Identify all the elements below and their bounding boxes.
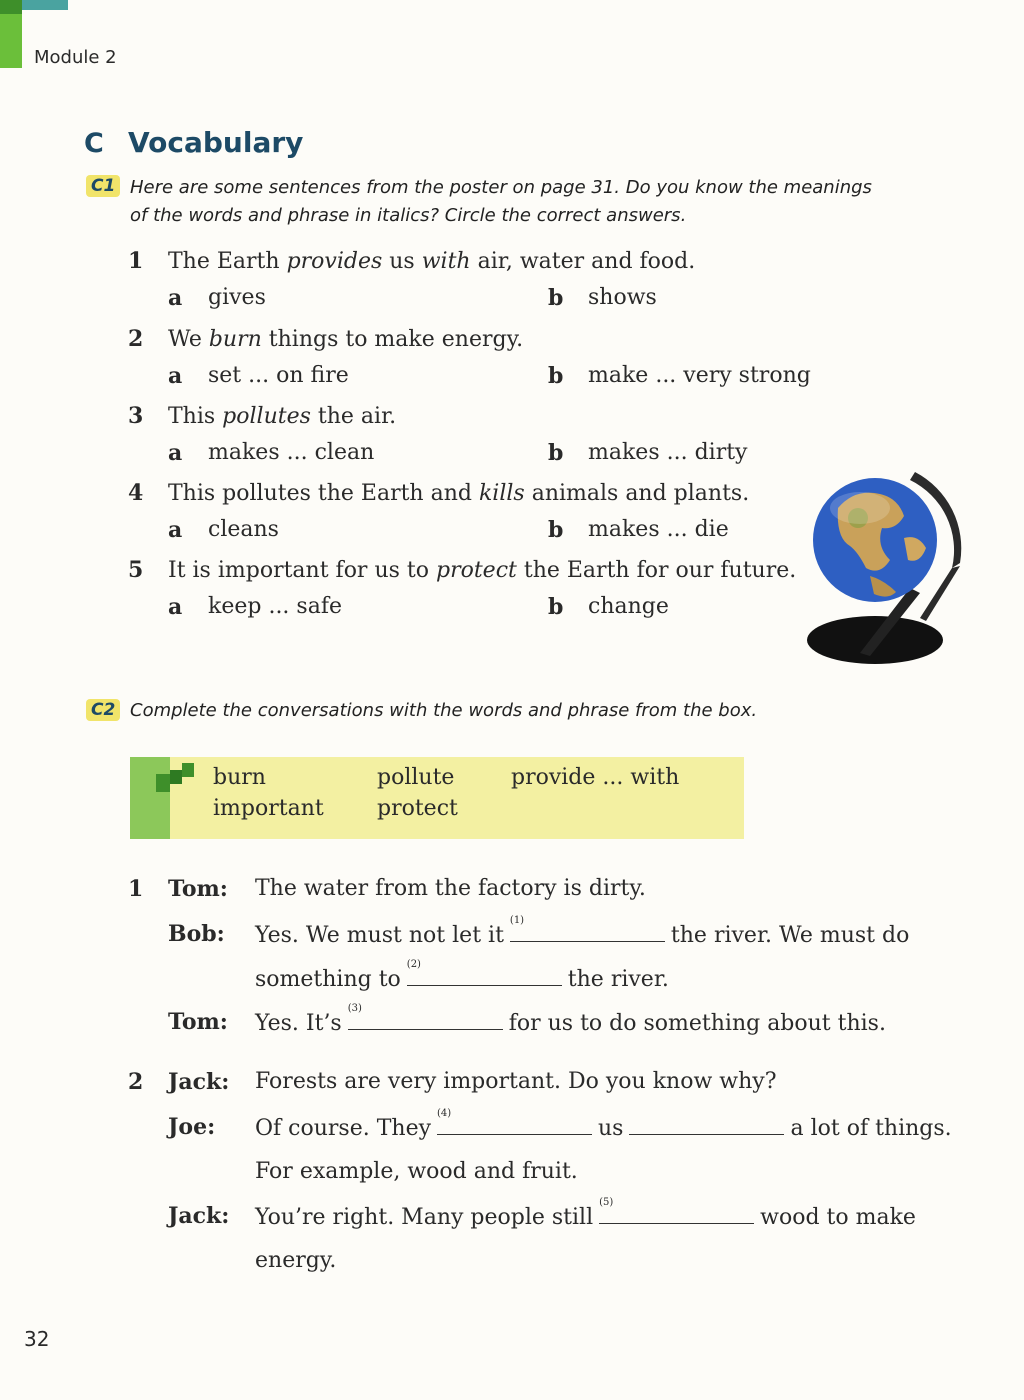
option-letter-a: a [168,594,183,620]
answer-blank[interactable]: (5) [599,1203,754,1224]
corner-decoration-dark [0,0,22,14]
c1-badge: C1 [86,176,120,196]
question-number: 2 [128,326,144,352]
option-letter-a: a [168,363,183,389]
option-letter-b: b [548,363,564,389]
answer-option-b[interactable]: make ... very strong [588,363,811,388]
box-word: pollute [377,765,455,790]
answer-option-a[interactable]: gives [208,285,266,310]
box-word: burn [213,765,266,790]
answer-option-b[interactable]: makes ... dirty [588,440,748,465]
italic-word: pollutes [222,404,311,429]
dialogue-line: energy. [255,1248,337,1273]
question-3 [128,403,396,429]
speaker: Jack: [168,1069,230,1095]
dialogue-line: For example, wood and fruit. [255,1159,578,1184]
question-text: the air. [310,404,397,429]
option-letter-b: b [548,285,564,311]
question-5 [128,557,796,583]
option-letter-b: b [548,440,564,466]
answer-option-a[interactable]: cleans [208,517,279,542]
italic-word: kills [478,481,525,506]
box-word: provide ... with [511,765,680,790]
conversation-number: 2 [128,1069,144,1095]
option-letter-a: a [168,517,183,543]
question-number: 3 [128,403,144,429]
question-text: This [168,404,223,429]
answer-option-a[interactable]: makes ... clean [208,440,375,465]
question-number: 5 [128,557,144,583]
question-number: 1 [128,248,144,274]
answer-blank[interactable]: (3) [348,1009,503,1030]
word-box-accent [130,757,170,839]
module-label: Module 2 [34,47,117,68]
speaker: Jack: [168,1203,230,1229]
speaker: Bob: [168,921,225,947]
question-text: the Earth for our future. [516,558,797,583]
italic-word: provides [286,249,383,274]
question-text: It is important for us to [168,558,436,583]
question-text: This pollutes the Earth and [168,481,479,506]
option-letter-a: a [168,285,183,311]
speaker: Tom: [168,876,228,902]
question-4 [128,480,749,506]
question-text: The Earth [168,249,287,274]
word-box-square [156,774,170,792]
dialogue-line: The water from the factory is dirty. [255,876,646,901]
dialogue-line: Yes. We must not let it (1) the river. We must do [255,915,910,948]
dialogue-line: You’re right. Many people still (5) wood to make [255,1197,916,1230]
conversation-number: 1 [128,876,144,902]
answer-blank[interactable]: (4) [437,1114,592,1135]
answer-option-b[interactable]: change [588,594,669,619]
dialogue-line: something to (2) the river. [255,959,669,992]
page-number: 32 [24,1327,50,1351]
question-text: air, water and food. [470,249,696,274]
box-word: important [213,796,324,821]
italic-word: with [421,249,471,274]
italic-word: protect [435,558,517,583]
c1-instruction-line2: of the words and phrase in italics? Circle the correct answers. [130,205,687,226]
box-word: protect [377,796,458,821]
dialogue-line: Forests are very important. Do you know why? [255,1069,777,1094]
word-box-square [170,770,182,784]
question-number: 4 [128,480,144,506]
globe-image [800,468,970,678]
question-1 [128,248,695,274]
question-text: animals and plants. [524,481,750,506]
word-box-square [182,763,194,777]
speaker: Joe: [168,1114,216,1140]
answer-blank[interactable] [629,1114,784,1135]
section-title: Vocabulary [128,126,304,159]
option-letter-b: b [548,517,564,543]
question-text: us [382,249,422,274]
option-letter-a: a [168,440,183,466]
corner-decoration-strip [22,0,68,10]
answer-blank[interactable]: (1) [510,921,665,942]
c1-instruction-line1: Here are some sentences from the poster on page 31. Do you know the meanings [130,177,872,198]
c2-instruction: Complete the conversations with the words and phrase from the box. [130,700,758,721]
dialogue-line: Of course. They (4) us a lot of things. [255,1108,952,1141]
question-text: We [168,327,209,352]
question-text: things to make energy. [261,327,524,352]
c2-badge: C2 [86,700,120,720]
question-2 [128,326,523,352]
option-letter-b: b [548,594,564,620]
answer-option-a[interactable]: set ... on fire [208,363,349,388]
speaker: Tom: [168,1009,228,1035]
answer-option-b[interactable]: shows [588,285,657,310]
answer-option-b[interactable]: makes ... die [588,517,729,542]
answer-option-a[interactable]: keep ... safe [208,594,342,619]
dialogue-line: Yes. It’s (3) for us to do something about this. [255,1003,886,1036]
italic-word: burn [208,327,262,352]
answer-blank[interactable]: (2) [407,965,562,986]
section-letter: C [84,128,104,159]
